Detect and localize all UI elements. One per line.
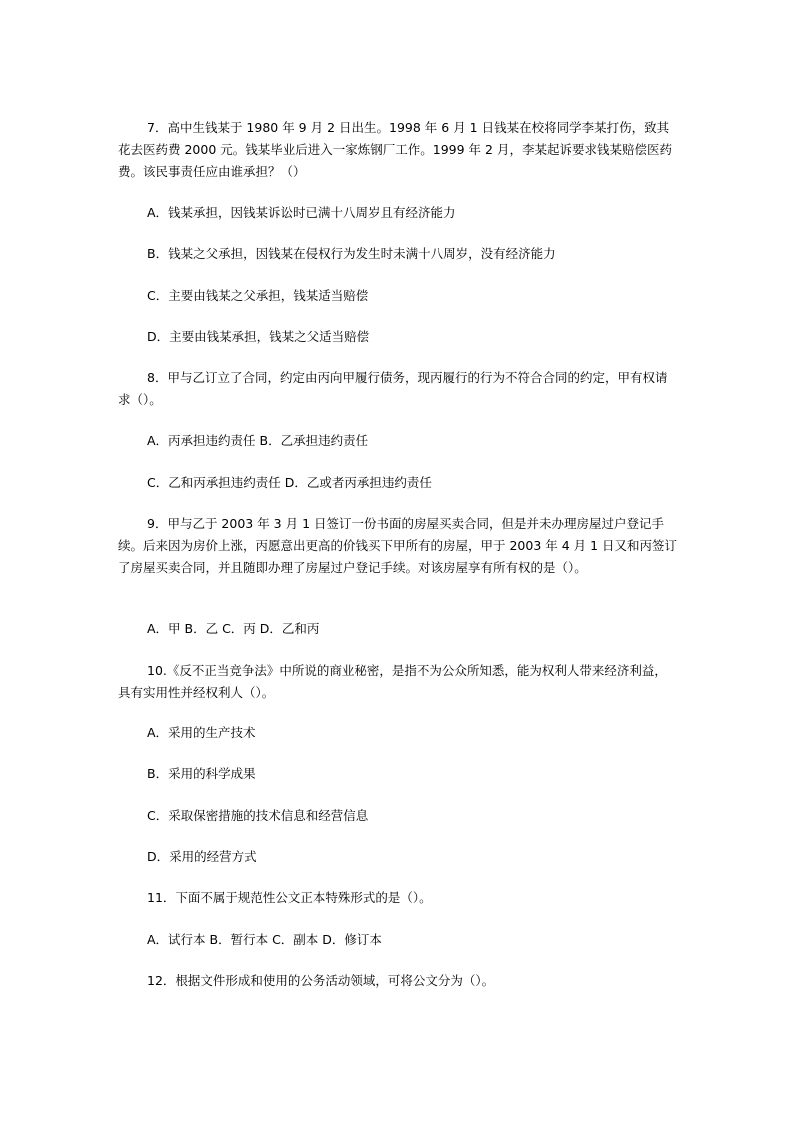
- option-c: C．采取保密措施的技术信息和经营信息: [147, 808, 369, 823]
- option: [118, 202, 678, 224]
- question-stem: 11．下面不属于规范性公文正本特殊形式的是（）。: [147, 890, 432, 905]
- question-8: [118, 367, 678, 411]
- option: [118, 763, 678, 785]
- option-abcd: A．试行本 B．暂行本 C．副本 D．修订本: [147, 932, 382, 947]
- option: [118, 285, 678, 307]
- option-d: D．采用的经营方式: [147, 849, 257, 864]
- option-b: B．采用的科学成果: [147, 766, 256, 781]
- question-stem: 9．甲与乙于 2003 年 3 月 1 日签订一份书面的房屋买卖合同，但是并未办理房屋过户登记手续。后来因为房价上涨，丙愿意出更高的价钱买下甲所有的房屋，甲于 2003 年 4 月 1 日又和丙签订了房屋买卖合同，并且随即办理了房屋过户登记手续。对该房屋享有所有权的是（）。: [118, 516, 678, 575]
- question-7: [118, 117, 678, 183]
- option-ab: A．丙承担违约责任 B．乙承担违约责任: [147, 433, 369, 448]
- option-d: D．主要由钱某承担，钱某之父适当赔偿: [147, 329, 370, 344]
- option-abcd: A．甲 B．乙 C．丙 D．乙和丙: [147, 621, 320, 636]
- question-stem: 10.《反不正当竞争法》中所说的商业秘密，是指不为公众所知悉，能为权利人带来经济利益，具有实用性并经权利人（）。: [118, 663, 667, 700]
- option: [118, 618, 678, 640]
- option-b: B．钱某之父承担，因钱某在侵权行为发生时未满十八周岁，没有经济能力: [147, 246, 556, 261]
- option: [118, 326, 678, 348]
- option-a: A．钱某承担，因钱某诉讼时已满十八周岁且有经济能力: [147, 205, 456, 220]
- option: [118, 846, 678, 868]
- question-9: [118, 513, 678, 579]
- option-a: A．采用的生产技术: [147, 725, 256, 740]
- option: [118, 929, 678, 951]
- question-12: [118, 970, 678, 992]
- option: [118, 430, 678, 452]
- option-c: C．主要由钱某之父承担，钱某适当赔偿: [147, 288, 369, 303]
- question-stem: 12．根据文件形成和使用的公务活动领域，可将公文分为（）。: [147, 973, 495, 988]
- option: [118, 722, 678, 744]
- option: [118, 805, 678, 827]
- option-cd: C．乙和丙承担违约责任 D．乙或者丙承担违约责任: [147, 475, 432, 490]
- question-stem: 7．高中生钱某于 1980 年 9 月 2 日出生。1998 年 6 月 1 日钱某在校将同学李某打伤，致其花去医药费 2000 元。钱某毕业后进入一家炼钢厂工作。1999 年 2 月，李某起诉要求钱某赔偿医药费。该民事责任应由谁承担？（）: [118, 120, 672, 179]
- question-10: [118, 660, 678, 704]
- option: [118, 472, 678, 494]
- question-11: [118, 887, 678, 909]
- question-stem: 8．甲与乙订立了合同，约定由丙向甲履行债务，现丙履行的行为不符合合同的约定，甲有权请求（）。: [118, 370, 668, 407]
- option: [118, 243, 678, 265]
